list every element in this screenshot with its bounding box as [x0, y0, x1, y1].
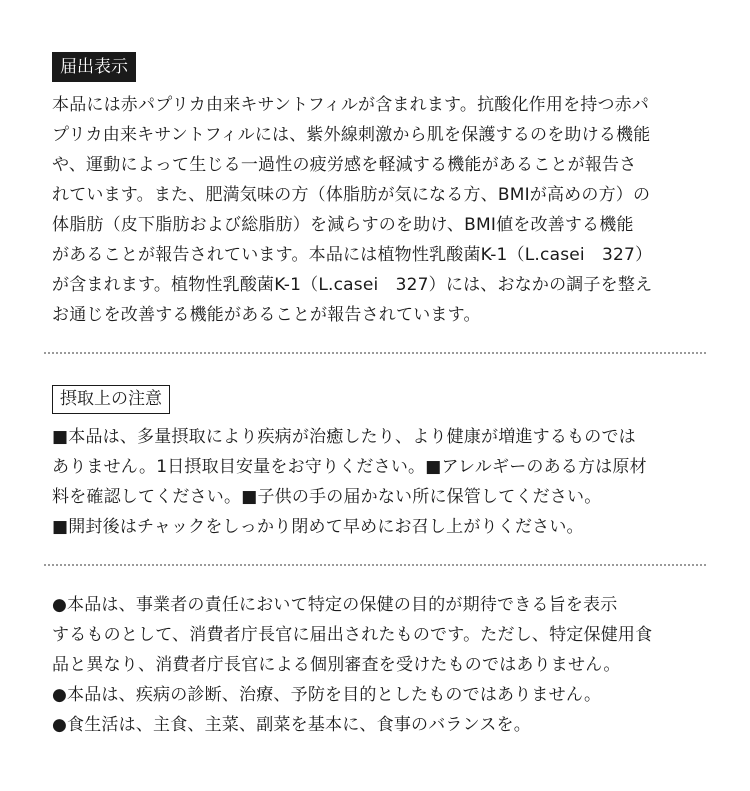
disclaimer-section [52, 590, 702, 740]
disclaimer-line: ●食生活は、主食、主菜、副菜を基本に、食事のバランスを。 [52, 715, 531, 735]
caution-line: ■本品は、多量摂取により疾病が治癒したり、より健康が増進するものでは [52, 427, 636, 447]
notification-line: や、運動によって生じる一過性の疲労感を軽減する機能があることが報告さ [52, 155, 637, 175]
notification-line: が含まれます。植物性乳酸菌K-1（L.casei 327）には、おなかの調子を整え [52, 275, 653, 295]
caution-line: 料を確認してください。■子供の手の届かない所に保管してください。 [52, 487, 602, 507]
dotted-divider [44, 352, 706, 354]
notification-heading: 届出表示 [52, 52, 136, 82]
disclaimer-line: するものとして、消費者庁長官に届出されたものです。ただし、特定保健用食 [52, 625, 653, 645]
notification-line: お通じを改善する機能があることが報告されています。 [52, 305, 481, 325]
dotted-divider [44, 564, 706, 566]
notification-line: れています。また、肥満気味の方（体脂肪が気になる方、BMIが高めの方）の [52, 185, 651, 205]
notification-section [52, 52, 702, 330]
caution-heading: 摂取上の注意 [52, 385, 170, 414]
notification-line: があることが報告されています。本品には植物性乳酸菌K-1（L.casei 327） [52, 245, 653, 265]
notification-line: 体脂肪（皮下脂肪および総脂肪）を減らすのを助け、BMI値を改善する機能 [52, 215, 634, 235]
disclaimer-line: 品と異なり、消費者庁長官による個別審査を受けたものではありません。 [52, 655, 621, 675]
notification-line: プリカ由来キサントフィルには、紫外線刺激から肌を保護するのを助ける機能 [52, 125, 651, 145]
caution-text [52, 422, 702, 542]
caution-line: ありません。1日摂取目安量をお守りください。■アレルギーのある方は原材 [52, 457, 647, 477]
disclaimer-line: ●本品は、疾病の診断、治療、予防を目的としたものではありません。 [52, 685, 602, 705]
notification-line: 本品には赤パプリカ由来キサントフィルが含まれます。抗酸化作用を持つ赤パ [52, 95, 650, 115]
disclaimer-line: ●本品は、事業者の責任において特定の保健の目的が期待できる旨を表示 [52, 595, 618, 615]
caution-line: ■開封後はチャックをしっかり閉めて早めにお召し上がりください。 [52, 517, 584, 537]
notification-text [52, 90, 702, 330]
caution-section [52, 385, 702, 542]
